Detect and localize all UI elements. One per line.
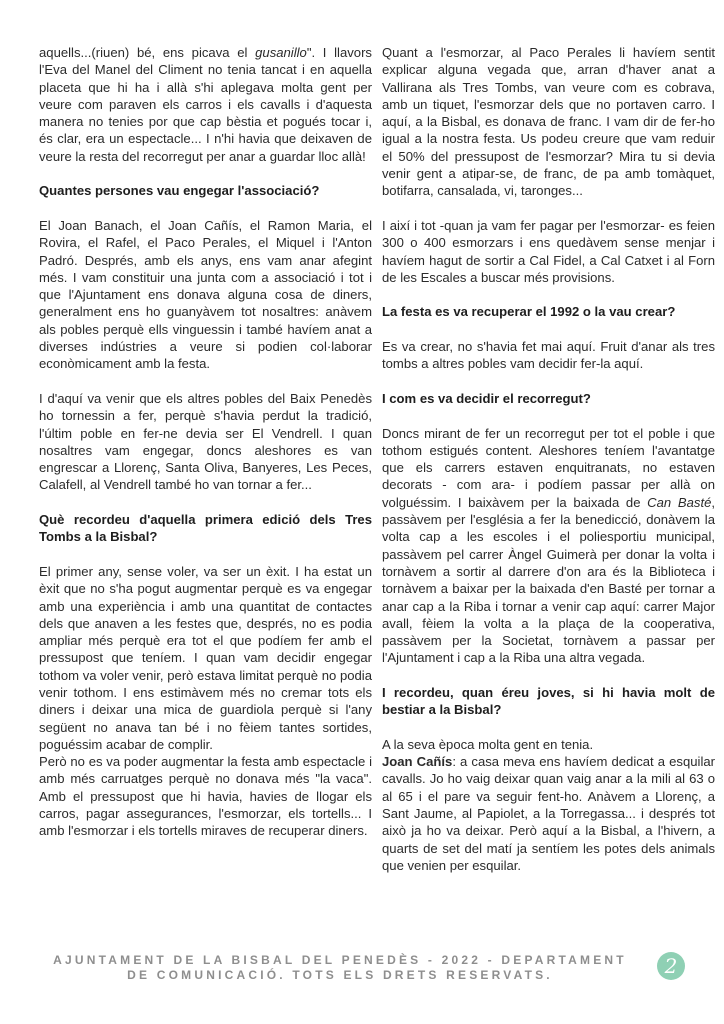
italic-text: Can Basté <box>647 494 712 510</box>
paragraph: A la seva època molta gent en tenia. <box>382 736 594 752</box>
paragraph: I d'aquí va venir que els altres pobles del Baix Penedès ho tornessin a fer, perquè s'havia perdut la tradició, l'últim poble en fer-ne devia ser El Vendrell. I quan nosaltres vam engegar, doncs aleshores es van engrescar a Llorenç, Santa Oliva, Banyeres, Les Peces, Calafell, al Vendrell també ho van tornar a fer... <box>39 390 372 493</box>
paragraph: Es va crear, no s'havia fet mai aquí. Fruit d'anar als tres tombs a altres pobles vam decidir fer-la aquí. <box>382 339 715 372</box>
paragraph: Però no es va poder augmentar la festa amb espectacle i amb més carruatges perquè no donava més "la vaca". Amb el pressupost que hi havia, havies de llogar els carros, pagar assegurances, l'esmorzar, els tortells... I amb l'esmorzar i els tortells miraves de recuperar diners. <box>39 754 372 839</box>
footer-line: AJUNTAMENT DE LA BISBAL DEL PENEDÈS - 2022 - DEPARTAMENT <box>53 953 627 967</box>
interview-question: I recordeu, quan éreu joves, si hi havia molt de bestiar a la Bisbal? <box>382 684 715 718</box>
interview-question: Quantes persones vau engegar l'associació? <box>39 183 320 199</box>
text: : a casa meva ens havíem dedicat a esquilar cavalls. Jo ho vaig deixar quan vaig anar a la mili al 63 o al 65 i el pare va seguir fent-ho. Anàvem a Llorenç, a Sant Jaume, al Papiolet, a la Torregassa... i després tot això ja ho va deixar. Però aquí a la Bisbal, a l'hivern, a quarts de set del matí ja sentíem les potes dels animals que venien per esquilar. <box>382 754 716 873</box>
paragraph <box>382 425 715 667</box>
interview-question: La festa es va recuperar el 1992 o la vau crear? <box>382 304 676 320</box>
text: ". I llavors l'Eva del Manel del Climent no tenia tancat i en aquella placeta que hi ha i allà s'hi aplegava molta gent per veure com paraven els carros i els cavalls i d'aquesta manera no tenies por que cap bèstia et pogués tocar i, és clar, era un espectacle... I n'hi havia que deixaven de veure la resta del recorregut per anar a guardar lloc allà! <box>39 45 372 164</box>
page-number-badge: 2 <box>657 952 685 980</box>
interview-question: I com es va decidir el recorregut? <box>382 390 591 406</box>
text: aquells...(riuen) bé, ens picava el <box>39 45 256 60</box>
italic-text: gusanillo <box>255 45 307 60</box>
paragraph: El primer any, sense voler, va ser un èxit. I ha estat un èxit que no s'ha pogut augmentar perquè es va engegar amb una experiència i amb una quantitat de contactes dels que anaven a les festes que, després, no es podia ampliar més perquè era tot el que podíem fer amb el pressupost que teníem. I quan vam decidir engegar tothom va voler venir, però estava limitat perquè no podia venir tothom. I ens estimàvem més no cremar tots els diners i deixar una mica de guardiola perquè si l'any següent no anava tan bé i no fèiem tantes sortides, poguéssim acabar de complir. <box>39 563 372 752</box>
text: Doncs mirant de fer un recorregut per tot el poble i que tothom estigués content. Aleshores teníem l'avantatge que els carrers estaven enquitranats, no estaven decorats - com ara- i podíem passar per allà on volguéssim. I baixàvem per la baixada de <box>382 425 715 510</box>
right-column <box>382 44 715 892</box>
footer-line: DE COMUNICACIÓ. TOTS ELS DRETS RESERVATS. <box>127 968 553 982</box>
paragraph <box>39 44 372 165</box>
speaker-name: Joan Cañís <box>382 754 453 770</box>
paragraph: I així i tot -quan ja vam fer pagar per l'esmorzar- es feien 300 o 400 esmorzars i ens quedàvem sense menjar i havíem hagut de sortir a Cal Fidel, a Cal Catxet i al Forn de les Escales a buscar més provisions. <box>382 217 715 285</box>
paragraph: El Joan Banach, el Joan Cañís, el Ramon Maria, el Rovira, el Rafel, el Paco Perales, el Miquel i l'Anton Padró. Després, amb els anys, ens vam anar afegint més. I vam constituir una junta com a associació i tot i que l'Ajuntament ens donava alguna cosa de diners, generalment ens ho guanyàvem tot nosaltres: anàvem als pobles perquè ells vinguessin i també havíem anat a diverses indústries a veure si podien col·laborar econòmicament amb la festa. <box>39 217 372 372</box>
interview-question: Què recordeu d'aquella primera edició dels Tres Tombs a la Bisbal? <box>39 512 372 545</box>
paragraph: Quant a l'esmorzar, al Paco Perales li havíem sentit explicar alguna vegada que, arran d'haver anat a Vallirana als Tres Tombs, van veure com es cobrava, amb un tiquet, l'esmorzar dels que no portaven carro. I aquí, a la Bisbal, es donava de franc. I vam dir de fer-ho igual a la nostra festa. Us podeu creure que vam reduir el 50% del pressupost de l'esmorzar? Mira tu si devia venir gent a atipar-se, de franc, de pa amb tomàquet, botifarra, cansalada, vi, taronges... <box>382 45 715 199</box>
left-column <box>39 44 372 857</box>
footer-copyright <box>40 953 640 983</box>
text: , passàvem per l'església a fer la benedicció, donàvem la volta cap a les escoles i el poliesportiu municipal, passàvem pel carrer Àngel Guimerà per donar la volta i tornàvem a sortir al darrere d'on ara és la Biblioteca i tornàvem a baixar per la baixada d'en Basté per tornar a anar cap a la Riba i tornar a venir cap aquí: carrer Major avall, fèiem la volta a la plaça de la cooperativa, passàvem per la Societat, tornàvem a passar per l'Ajuntament i cap a la Riba una altra vegada. <box>382 494 716 666</box>
paragraph <box>382 753 715 874</box>
